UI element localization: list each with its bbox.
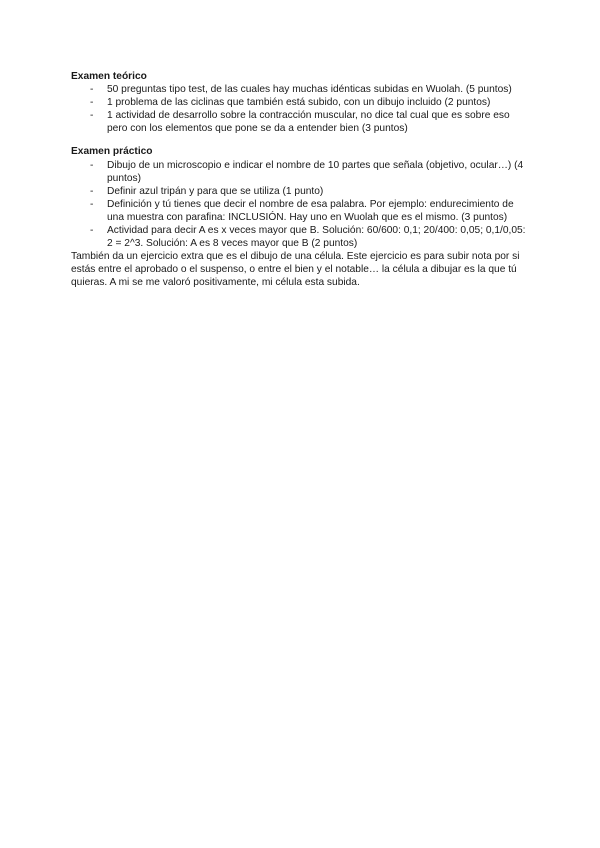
- closing-paragraph: También da un ejercicio extra que es el dibujo de una célula. Este ejercicio es para subir nota por si estás entre el aprobado o el suspenso, o entre el bien y el notable… la célula a dibujar es la que tú quieras. A mi se me valoró positivamente, mi célula esta subida.: [71, 251, 520, 289]
- section-practical-exam: [71, 145, 531, 289]
- list-item: [71, 198, 531, 224]
- theory-item-list: [71, 83, 531, 135]
- bullet-dash: -: [90, 225, 94, 237]
- bullet-dash: -: [90, 110, 94, 122]
- list-item: [71, 96, 531, 109]
- section-heading-practical: Examen práctico: [71, 146, 153, 158]
- bullet-dash: -: [90, 185, 94, 197]
- list-item-text: Definición y tú tienes que decir el nombre de esa palabra. Por ejemplo: endurecimiento de una muestra con parafina: INCLUSIÓN. Hay uno en Wuolah que es el mismo. (3 puntos): [107, 198, 514, 223]
- list-item-text: Definir azul tripán y para que se utiliza (1 punto): [107, 185, 324, 197]
- bullet-dash: -: [90, 159, 94, 171]
- list-item-text: 1 problema de las ciclinas que también está subido, con un dibujo incluido (2 puntos): [107, 97, 491, 109]
- list-item-text: 1 actividad de desarrollo sobre la contracción muscular, no dice tal cual que es sobre eso pero con los elementos que pone se da a entender bien (3 puntos): [107, 110, 510, 135]
- list-item: [71, 109, 531, 135]
- document-page: [71, 70, 531, 290]
- bullet-dash: -: [90, 97, 94, 109]
- section-heading-theory: Examen teórico: [71, 71, 147, 82]
- list-item: [71, 224, 531, 250]
- bullet-dash: -: [90, 84, 94, 96]
- practical-item-list: [71, 159, 531, 251]
- list-item-text: Dibujo de un microscopio e indicar el nombre de 10 partes que señala (objetivo, ocular…) (4 puntos): [107, 159, 524, 184]
- list-item: [71, 159, 531, 185]
- list-item: [71, 83, 531, 96]
- list-item: [71, 185, 531, 198]
- list-item-text: Actividad para decir A es x veces mayor que B. Solución: 60/600: 0,1; 20/400: 0,05; 0,1/0,05: 2 = 2^3. Solución: A es 8 veces mayor que B (2 puntos): [107, 225, 526, 250]
- list-item-text: 50 preguntas tipo test, de las cuales hay muchas idénticas subidas en Wuolah. (5 puntos): [107, 84, 512, 96]
- bullet-dash: -: [90, 198, 94, 210]
- section-theory-exam: [71, 70, 531, 135]
